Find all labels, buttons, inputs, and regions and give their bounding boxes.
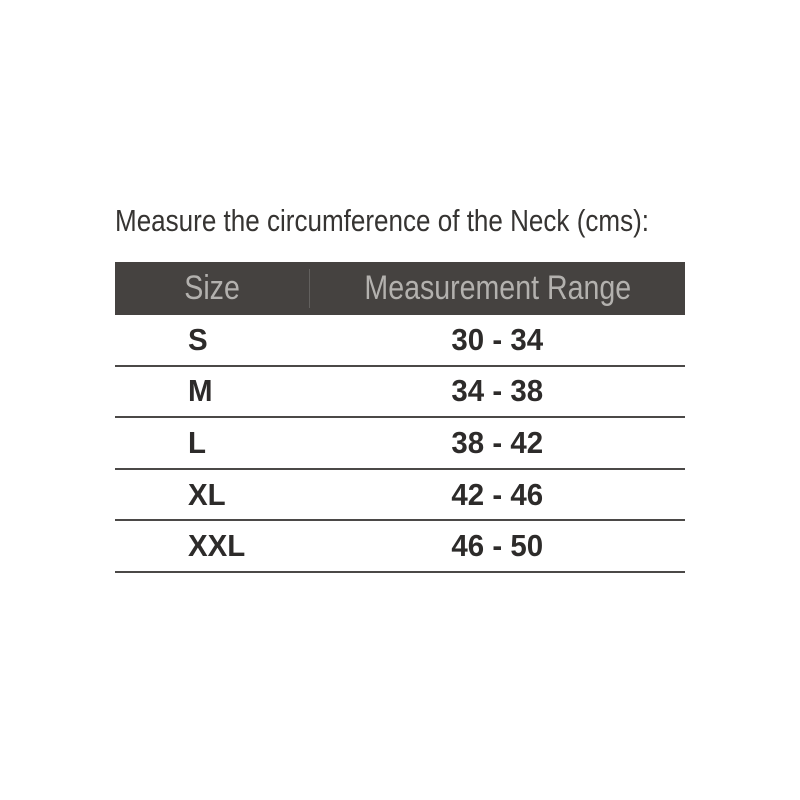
range-cell bbox=[310, 528, 685, 564]
table-row bbox=[115, 521, 685, 573]
range-cell bbox=[310, 322, 685, 358]
size-cell bbox=[115, 477, 310, 513]
page-title-text: Measure the circumference of the Neck (cms): bbox=[115, 203, 650, 238]
size-value: L bbox=[188, 424, 206, 460]
size-value: XL bbox=[188, 476, 226, 512]
table-row bbox=[115, 418, 685, 470]
size-value: M bbox=[188, 373, 213, 409]
column-header-size-label: Size bbox=[184, 269, 240, 307]
range-cell bbox=[310, 477, 685, 513]
range-value: 46 - 50 bbox=[451, 528, 544, 564]
size-value: XXL bbox=[188, 528, 246, 564]
size-cell bbox=[115, 322, 310, 358]
table-header-row bbox=[115, 262, 685, 315]
size-cell bbox=[115, 528, 310, 564]
column-header-size bbox=[115, 269, 310, 308]
size-cell bbox=[115, 373, 310, 409]
size-value: S bbox=[188, 321, 208, 357]
column-header-measurement-range bbox=[310, 269, 685, 308]
table-row bbox=[115, 367, 685, 419]
range-value: 42 - 46 bbox=[451, 476, 544, 512]
range-cell bbox=[310, 425, 685, 461]
table-row bbox=[115, 315, 685, 367]
column-header-measurement-range-label: Measurement Range bbox=[364, 269, 631, 307]
range-cell bbox=[310, 373, 685, 409]
range-value: 30 - 34 bbox=[451, 321, 544, 357]
size-chart-table bbox=[115, 262, 685, 573]
page-title bbox=[115, 200, 751, 242]
table-row bbox=[115, 470, 685, 522]
range-value: 38 - 42 bbox=[451, 424, 544, 460]
size-cell bbox=[115, 425, 310, 461]
range-value: 34 - 38 bbox=[451, 373, 544, 409]
